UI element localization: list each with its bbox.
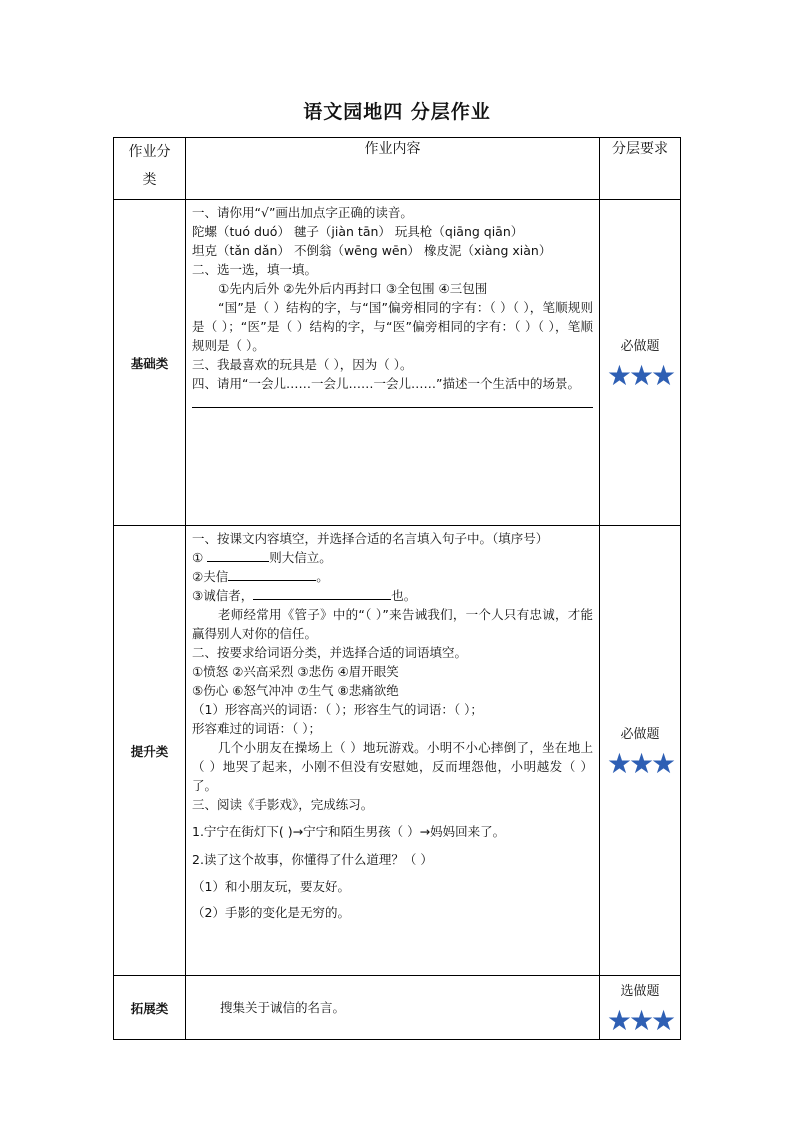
star-icon: ★★★ (606, 1004, 674, 1037)
table-row-basic (114, 200, 681, 526)
quote-text: ②夫信 (192, 569, 229, 584)
question-line: 四、请用“一会儿……一会儿……一会儿……”描述一个生活中的场景。 (192, 376, 580, 391)
content-basic (186, 200, 600, 526)
quote-number: ① (192, 550, 204, 565)
question-line: 搜集关于诚信的名言。 (220, 999, 346, 1015)
requirement-basic (600, 200, 681, 526)
requirement-label: 选做题 (620, 984, 660, 999)
category-extended: 拓展类 (114, 976, 186, 1040)
content-extended (186, 976, 600, 1040)
requirement-label: 必做题 (620, 727, 660, 742)
requirement-label: 必做题 (620, 339, 660, 354)
page-title: 语文园地四 分层作业 (303, 101, 491, 123)
fill-blank[interactable] (253, 586, 391, 600)
header-content: 作业内容 (186, 138, 600, 200)
header-category (114, 138, 186, 200)
question-line: 一、按课文内容填空，并选择合适的名言填入句子中。（填序号） (192, 531, 549, 546)
question-line: ①愤怒 ②兴高采烈 ③悲伤 ④眉开眼笑 (192, 664, 399, 679)
question-line: 1.宁宁在街灯下( )→宁宁和陌生男孩（ ）→妈妈回来了。 (192, 824, 506, 839)
requirement-extended (600, 976, 681, 1040)
question-line: （1）形容高兴的词语：（ ）；形容生气的词语：（ ）； (192, 702, 483, 717)
question-line: 三、阅读《手影戏》，完成练习。 (192, 797, 374, 812)
homework-table (113, 137, 681, 1040)
question-line: 坦克（tǎn dǎn） 不倒翁（wēng wēn） 橡皮泥（xiàng xiàn） (192, 243, 552, 258)
requirement-advanced (600, 526, 681, 976)
category-basic: 基础类 (114, 200, 186, 526)
question-line (192, 548, 593, 567)
question-line: 二、按要求给词语分类，并选择合适的词语填空。 (192, 645, 468, 660)
question-line: 老师经常用《管子》中的“（ ）”来告诫我们，一个人只有忠诚，才能赢得别人对你的信任。 (192, 607, 593, 641)
quote-text: 则大信立。 (269, 550, 332, 565)
question-line: 一、请你用“√”画出加点字正确的读音。 (192, 205, 413, 220)
question-line: ①先内后外 ②先外后内再封口 ③全包围 ④三包围 (218, 281, 488, 296)
quote-text: ③诚信者， (192, 588, 254, 603)
content-advanced (186, 526, 600, 976)
question-line: ⑤伤心 ⑥怒气冲冲 ⑦生气 ⑧悲痛欲绝 (192, 683, 399, 698)
question-line: “国”是（ ）结构的字，与“国”偏旁相同的字有：（ ）（ ），笔顺规则是（ ）；“医”是（ ）结构的字，与“医”偏旁相同的字有：（ ）（ ），笔顺规则是（ ）。 (192, 300, 593, 353)
table-row-extended (114, 976, 681, 1040)
question-line: 陀螺（tuó duó） 毽子（jiàn tān） 玩具枪（qiāng qiān） (192, 224, 524, 239)
question-line: （1）和小朋友玩，要友好。 (192, 879, 350, 894)
question-line: 形容难过的词语：（ ）； (192, 721, 321, 736)
fill-blank[interactable] (228, 567, 316, 581)
header-requirement: 分层要求 (600, 138, 681, 200)
header-category-label: 作业分类 (128, 144, 171, 188)
question-line: （2）手影的变化是无穷的。 (192, 905, 350, 920)
question-line: 二、选一选，填一填。 (192, 262, 318, 277)
quote-text: 也。 (391, 588, 417, 603)
table-header-row (114, 138, 681, 200)
question-line: 2.读了这个故事，你懂得了什么道理？（ ） (192, 852, 433, 867)
question-line: 三、我最喜欢的玩具是（ ），因为（ ）。 (192, 357, 413, 372)
question-line: 几个小朋友在操场上（ ）地玩游戏。小明不小心摔倒了，坐在地上（ ）地哭了起来，小刚不但没有安慰她，反而埋怨他，小明越发（ ）了。 (192, 740, 593, 793)
question-line (192, 586, 593, 605)
question-line (192, 567, 593, 586)
writing-line[interactable] (192, 399, 593, 408)
star-icon: ★★★ (606, 747, 674, 780)
star-icon: ★★★ (606, 359, 674, 392)
quote-text: 。 (316, 569, 329, 584)
category-advanced: 提升类 (114, 526, 186, 976)
fill-blank[interactable] (207, 548, 269, 562)
table-row-advanced (114, 526, 681, 976)
